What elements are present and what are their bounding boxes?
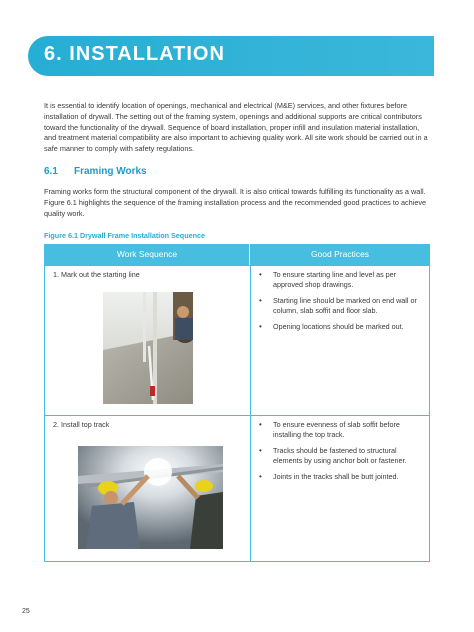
chapter-banner — [28, 36, 434, 76]
table-header — [44, 244, 430, 265]
table-row — [44, 416, 430, 562]
list-item — [259, 446, 423, 465]
practice-text: Opening locations should be marked out. — [273, 322, 404, 332]
bullet-glyph: • — [259, 270, 262, 279]
good-practices-list — [259, 420, 423, 489]
good-practices-list — [259, 270, 423, 339]
section-heading — [44, 166, 147, 177]
top-track-photo-graphic — [78, 446, 223, 549]
installation-table — [44, 244, 430, 562]
section-title: Framing Works — [74, 166, 147, 177]
list-item — [259, 472, 423, 482]
bullet-glyph: • — [259, 420, 262, 429]
practice-text: To ensure starting line and level as per approved shop drawings. — [273, 270, 397, 289]
list-item — [259, 270, 423, 289]
work-step-label: 2. Install top track — [53, 420, 110, 429]
table-row — [44, 265, 430, 416]
practice-text: Joints in the tracks shall be butt jointed. — [273, 472, 399, 482]
intro-paragraph: It is essential to identify location of openings, mechanical and electrical (M&E) services, and other fixtures before installation of drywall. The setting out of the framing system, openings and additional supports are critical contributors toward the functionality of the drywall. Sequence of board installation, proper infill and insulation material installation, and treatment material compatibility are also important to achieving quality work. All site work should be carried out in a safe manner to comply with safety regulations. — [44, 101, 428, 154]
list-item — [259, 420, 423, 439]
marking-photo-graphic — [103, 292, 193, 404]
section-paragraph: Framing works form the structural component of the drywall. It is also critical towards fulfilling its functionality as a wall. Figure 6.1 highlights the sequence of the framing installation process and the recommended good practices to achieve quality work. — [44, 187, 427, 218]
header-good-practices: Good Practices — [310, 249, 370, 259]
top-track-photo — [78, 446, 223, 549]
column-divider — [250, 416, 251, 561]
marking-photo — [103, 292, 193, 404]
bullet-glyph: • — [259, 322, 262, 332]
list-item — [259, 296, 423, 315]
bullet-glyph: • — [259, 472, 262, 482]
list-item — [259, 322, 423, 332]
practice-text: Starting line should be marked on end wall or column, slab soffit and floor slab. — [273, 296, 417, 315]
chapter-title: 6. INSTALLATION — [44, 43, 225, 65]
section-number: 6.1 — [44, 166, 58, 177]
bullet-glyph: • — [259, 446, 262, 456]
header-work-sequence: Work Sequence — [116, 249, 178, 259]
page-number: 25 — [22, 608, 30, 615]
work-step-label: 1. Mark out the starting line — [53, 270, 140, 279]
figure-caption: Figure 6.1 Drywall Frame Installation Sequence — [44, 231, 205, 240]
column-divider — [250, 266, 251, 415]
bullet-glyph: • — [259, 296, 262, 306]
practice-text: To ensure evenness of slab soffit before installing the top track. — [273, 420, 400, 439]
practice-text: Tracks should be fastened to structural elements by using anchor bolt or fastener. — [273, 446, 407, 465]
